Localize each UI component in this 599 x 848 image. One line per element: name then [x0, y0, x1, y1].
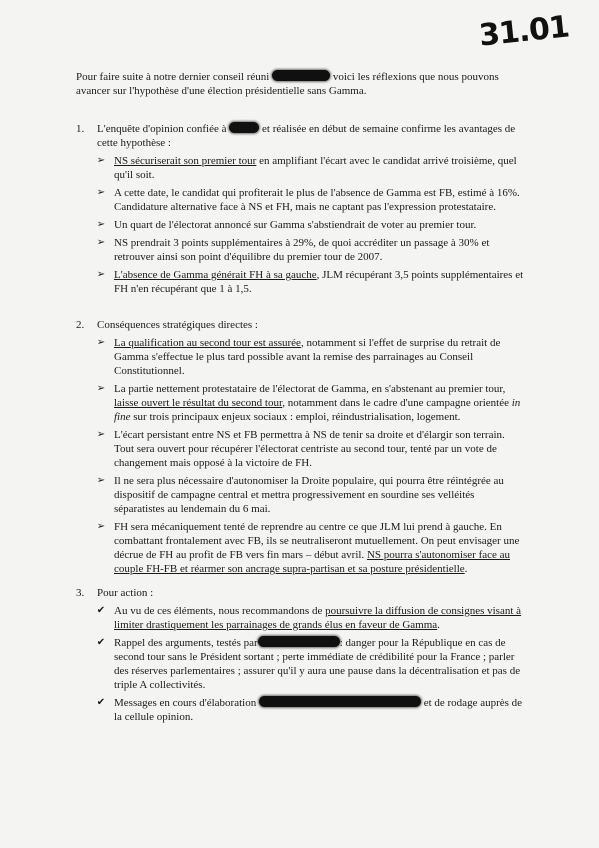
arrow-bullet-icon: ➢ [96, 429, 106, 440]
arrow-bullet-icon: ➢ [96, 383, 106, 394]
section-2-heading: 2. Conséquences stratégiques directes : [76, 319, 258, 331]
list-item: ➢ NS sécuriserait son premier tour en amplifiant l'écart avec le candidat arrivé troisième, quel qu'il soit. [114, 154, 524, 182]
redaction-mark [258, 636, 340, 647]
arrow-bullet-icon: ➢ [96, 337, 106, 348]
arrow-bullet-icon: ➢ [96, 219, 106, 230]
redaction-mark [272, 70, 330, 81]
arrow-bullet-icon: ➢ [96, 237, 106, 248]
handwritten-note: 31.01 [477, 9, 571, 54]
section-3-list [76, 604, 524, 724]
section-1-heading: 1. L'enquête d'opinion confiée à et réalisée en début de semaine confirme les avantages de cette hypothèse : [76, 123, 516, 149]
list-item: ✔ Messages en cours d'élaboration et de rodage auprès de la cellule opinion. [114, 696, 524, 724]
list-item: ➢ La qualification au second tour est assurée, notamment si l'effet de surprise du retrait de Gamma s'effectue le plus tard possible avant la remise des parrainages au Conseil Constitutionnel. [114, 336, 524, 378]
checkmark-bullet-icon: ✔ [96, 697, 106, 708]
redaction-mark [259, 696, 421, 707]
arrow-bullet-icon: ➢ [96, 475, 106, 486]
intro-paragraph: Pour faire suite à notre dernier conseil réuni voici les réflexions que nous pouvons avancer sur l'hypothèse d'une élection présidentielle sans Gamma. [76, 71, 499, 97]
section-1-list [76, 154, 524, 296]
arrow-bullet-icon: ➢ [96, 187, 106, 198]
arrow-bullet-icon: ➢ [96, 155, 106, 166]
checkmark-bullet-icon: ✔ [96, 637, 106, 648]
arrow-bullet-icon: ➢ [96, 269, 106, 280]
list-item: ✔ Rappel des arguments, testés par : danger pour la République en cas de second tour sans le Président sortant ; perte immédiate de crédibilité pour la France ; parler des réserves parlementaires ; assurer qu'il y aura une pause dans la décentralisation et pas de triple A collectivités. [114, 636, 524, 692]
list-item: ➢ A cette date, le candidat qui profiterait le plus de l'absence de Gamma est FB, estimé à 16%. Candidature alternative face à NS et FH, mais ne captant pas l'expression protestataire. [114, 186, 524, 214]
section-2 [76, 318, 524, 580]
list-item: ✔ Au vu de ces éléments, nous recommandons de poursuivre la diffusion de consignes visant à limiter drastiquement les parrainages de grands élus en faveur de Gamma. [114, 604, 524, 632]
checkmark-bullet-icon: ✔ [96, 605, 106, 616]
list-item: ➢ FH sera mécaniquement tenté de reprendre au centre ce que JLM lui prend à gauche. En combattant frontalement avec FB, ils se neutraliseront mutuellement. On peut envisager une décrue de FH au profit de FB vers fin mars – début avril. NS pourra s'autonomiser face au couple FH-FB et réarmer son ancrage supra-partisan et sa posture présidentielle. [114, 520, 524, 576]
list-item: ➢ NS prendrait 3 points supplémentaires à 29%, de quoi accréditer un passage à 30% et retrouver ainsi son point d'équilibre du premier tour de 2007. [114, 236, 524, 264]
list-item: ➢ Il ne sera plus nécessaire d'autonomiser la Droite populaire, qui pourra être réintégrée au dispositif de campagne central et mettra progressivement en sourdine ses velléités séparatistes au lendemain du 6 mai. [114, 474, 524, 516]
list-item: ➢ La partie nettement protestataire de l'électorat de Gamma, en s'abstenant au premier tour, laisse ouvert le résultat du second tour, notamment dans le cadre d'une campagne orientée in fine sur trois principaux enjeux sociaux : emploi, réindustrialisation, logement. [114, 382, 524, 424]
arrow-bullet-icon: ➢ [96, 521, 106, 532]
section-2-list [76, 336, 524, 576]
list-item: ➢ Un quart de l'électorat annoncé sur Gamma s'abstiendrait de voter au premier tour. [114, 218, 524, 232]
list-item: ➢ L'absence de Gamma générait FH à sa gauche, JLM récupérant 3,5 points supplémentaires et FH n'en récupérant que 1 à 1,5. [114, 268, 524, 296]
redaction-mark [229, 122, 259, 133]
section-1 [76, 122, 524, 300]
section-3-heading: 3. Pour action : [76, 587, 154, 599]
section-3 [76, 586, 524, 728]
list-item: ➢ L'écart persistant entre NS et FB permettra à NS de tenir sa droite et d'élargir son terrain. Tout sera ouvert pour récupérer l'électorat centriste au second tour, tenté par un vote de changement mais opposé à la victoire de FH. [114, 428, 524, 470]
